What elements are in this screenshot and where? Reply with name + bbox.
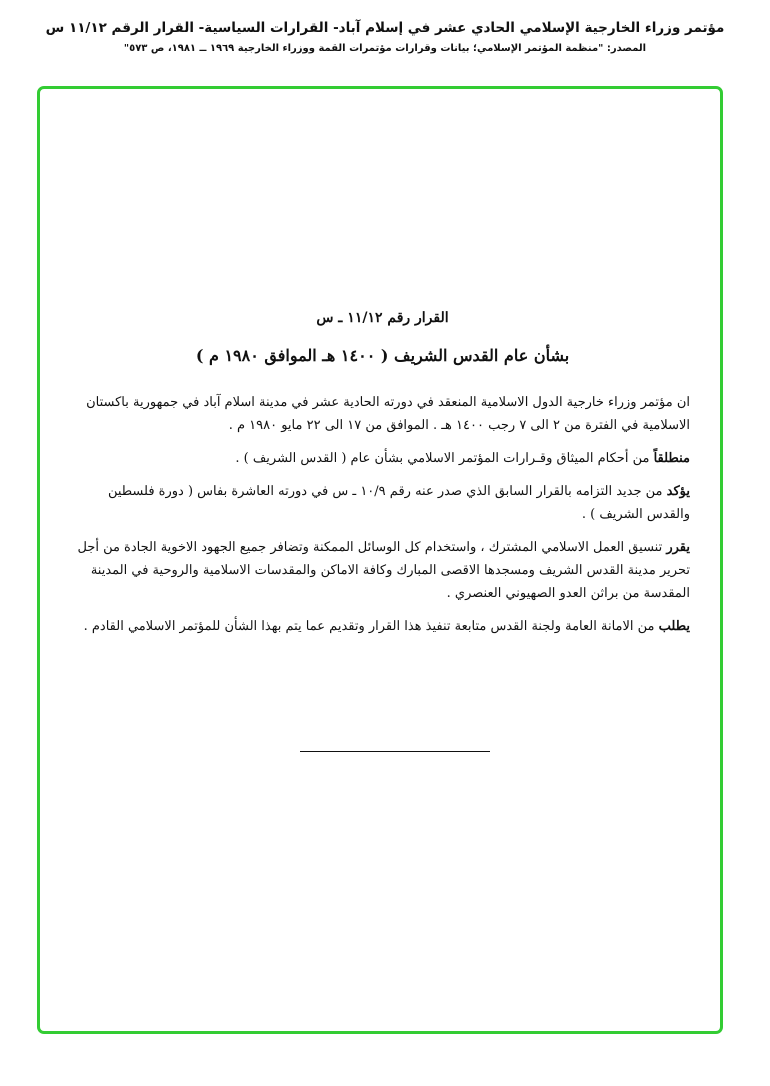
paragraph-affirms bbox=[75, 480, 690, 526]
header-title: مؤتمر وزراء الخارجية الإسلامي الحادي عشر في إسلام آباد- القرارات السياسية- القرار الرقم ١١/١٢ س bbox=[45, 20, 725, 36]
paragraph-lead: منطلقاً bbox=[653, 451, 690, 466]
paragraph-based-on bbox=[75, 447, 690, 470]
paragraph-text: من جديد التزامه بالقرار السابق الذي صدر عنه رقم ١٠/٩ ـ س في دورته العاشرة بفاس ( دورة فلسطين والقدس الشريف ) . bbox=[107, 484, 690, 522]
paragraph-text: تنسيق العمل الاسلامي المشترك ، واستخدام كل الوسائل الممكنة وتضافر جميع الجهود الاخوية الجادة من أجل تحرير مدينة القدس الشريف ومسجدها الاقصى المبارك وكافة الاماكن والمقدسات الاسلامية والروحية في المدينة المقدسة من براثن العدو الصهيوني العنصري . bbox=[77, 540, 690, 601]
resolution-number: القرار رقم ١١/١٢ ـ س bbox=[316, 310, 449, 326]
document-body bbox=[75, 310, 690, 648]
paragraph-requests bbox=[75, 615, 690, 638]
header-source: المصدر: "منظمة المؤتمر الإسلامي؛ بيانات وقرارات مؤتمرات القمة ووزراء الخارجية ١٩٦٩ ــ ١٩٨١، ص ٥٧٣" bbox=[123, 43, 647, 54]
page-header bbox=[40, 18, 730, 56]
paragraph-lead: يؤكد bbox=[666, 484, 690, 499]
paragraph-lead: يقرر bbox=[666, 540, 690, 555]
paragraph-text: ان مؤتمر وزراء خارجية الدول الاسلامية المنعقد في دورته الحادية عشر في مدينة اسلام آباد في جمهورية باكستان الاسلامية في الفترة من ٢ الى ٧ رجب ١٤٠٠ هـ . الموافق من ١٧ الى ٢٢ مايو ١٩٨٠ م . bbox=[86, 395, 690, 433]
paragraph-lead: يطلب bbox=[658, 619, 690, 634]
document-title: بشأن عام القدس الشريف ( ١٤٠٠ هـ الموافق ١٩٨٠ م ) bbox=[195, 346, 570, 365]
paragraph-text: من أحكام الميثاق وقـرارات المؤتمر الاسلامي بشأن عام ( القدس الشريف ) . bbox=[235, 451, 654, 466]
paragraph-text: من الامانة العامة ولجنة القدس متابعة تنفيذ هذا القرار وتقديم عما يتم بهذا الشأن للمؤتمر الاسلامي القادم . bbox=[83, 619, 659, 634]
closing-rule-line bbox=[300, 751, 490, 752]
paragraph-preamble bbox=[75, 391, 690, 437]
paragraph-decides bbox=[75, 536, 690, 605]
